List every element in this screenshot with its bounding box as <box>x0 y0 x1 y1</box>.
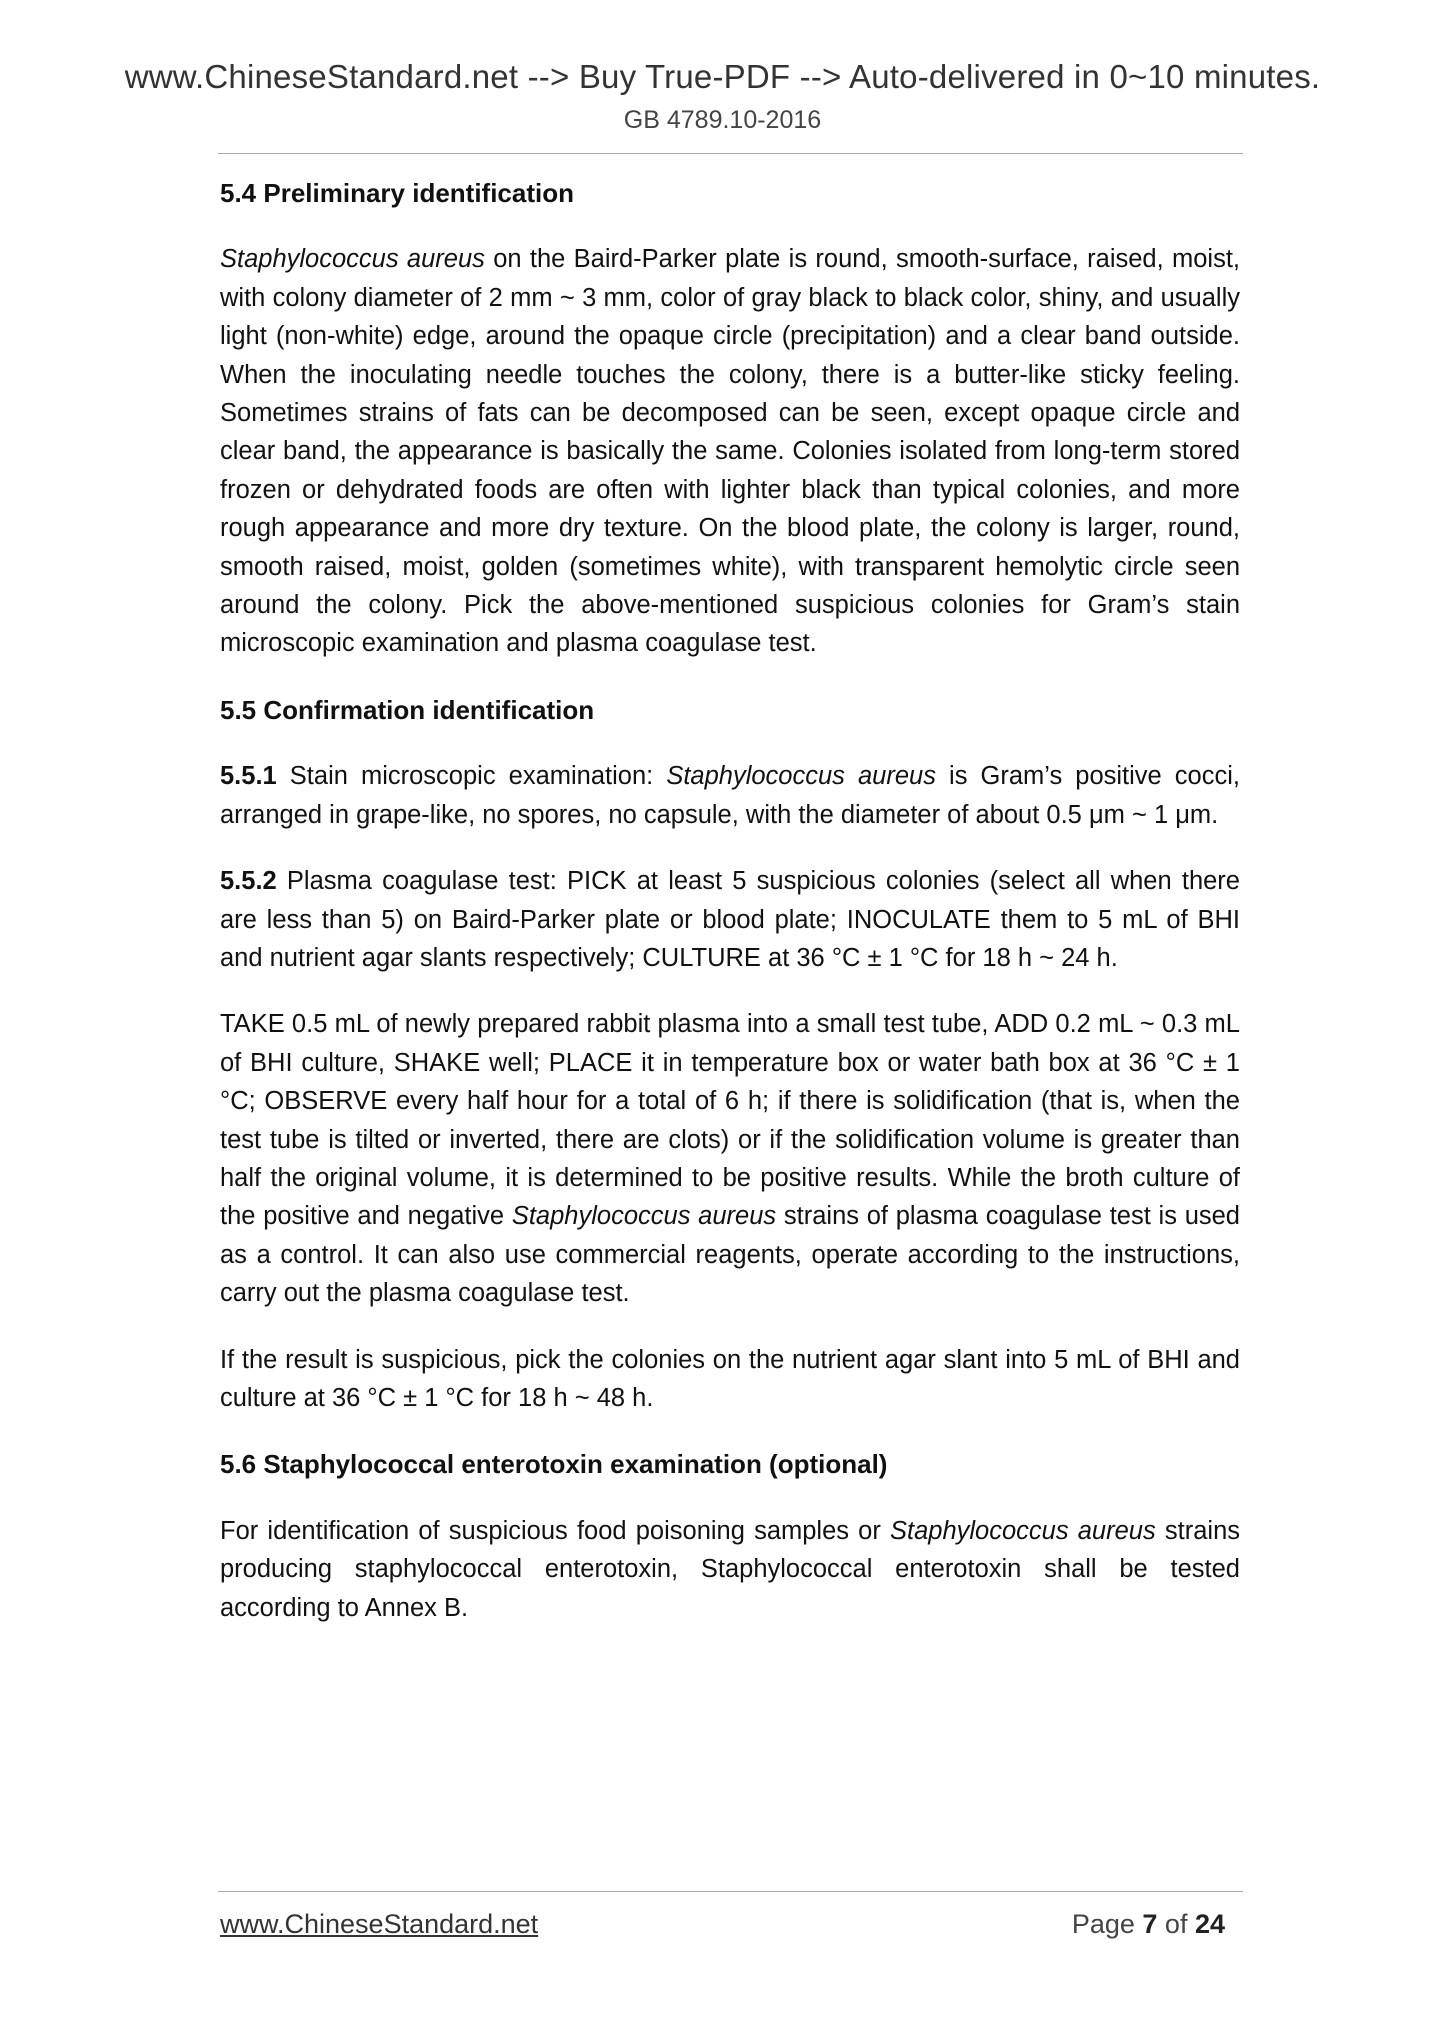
species-name: Staphylococcus aureus <box>666 762 936 791</box>
clause-number: 5.5.2 <box>220 867 277 896</box>
coagulase-procedure-paragraph <box>220 1005 1240 1312</box>
page-number <box>1072 1909 1225 1940</box>
species-name: Staphylococcus aureus <box>220 245 485 274</box>
paragraph-text: strains producing staphylococcal enterotoxin, Staphylococcal enterotoxin shall be tested according to Annex B. <box>220 1516 1240 1622</box>
page-total: 24 <box>1194 1909 1225 1939</box>
footer-divider <box>218 1891 1243 1892</box>
paragraph-text: Stain microscopic examination: <box>276 762 667 791</box>
page-label: Page <box>1071 1909 1143 1939</box>
clause-number: 5.5.1 <box>220 762 277 791</box>
paragraph-text: strains of plasma coagulase test is used as a control. It can also use commercial reagents, operate according to the instructions, carry out the plasma coagulase test. <box>220 1202 1240 1308</box>
section-5-6-paragraph <box>220 1512 1240 1627</box>
section-5-5-2-paragraph <box>220 862 1240 977</box>
standard-number: GB 4789.10-2016 <box>623 106 822 134</box>
species-name: Staphylococcus aureus <box>511 1202 777 1231</box>
page-content <box>220 174 1240 1655</box>
paragraph-text: on the Baird-Parker plate is round, smooth-surface, raised, moist, with colony diameter of 2 mm ~ 3 mm, color of gray black to black color, shiny, and usually light (non-white) edge, around the opaque circle (precipitation) and a clear band outside. When the inoculating needle touches the colony, there is a butter-like sticky feeling. Sometimes strains of fats can be decomposed can be seen, except opaque circle and clear band, the appearance is basically the same. Colonies isolated from long-term stored frozen or dehydrated foods are often with lighter black than typical colonies, and more rough appearance and more dry texture. On the blood plate, the colony is larger, round, smooth raised, moist, golden (sometimes white), with transparent hemolytic circle seen around the colony. Pick the above-mentioned suspicious colonies for Gram’s stain microscopic examination and plasma coagulase test. <box>220 245 1240 658</box>
paragraph-text: Plasma coagulase test: PICK at least 5 suspicious colonies (select all when there are less than 5) on Baird-Parker plate or blood plate; INOCULATE them to 5 mL of BHI and nutrient agar slants respectively; CULTURE at 36 °C ± 1 °C for 18 h ~ 24 h. <box>220 867 1240 972</box>
page-of: of <box>1157 1909 1195 1939</box>
suspicious-result-paragraph: If the result is suspicious, pick the colonies on the nutrient agar slant into 5 mL of BHI and culture at 36 °C ± 1 °C for 18 h ~ 48 h. <box>220 1345 1240 1412</box>
footer-site-link[interactable]: www.ChineseStandard.net <box>220 1909 539 1939</box>
section-5-4-paragraph <box>220 240 1240 662</box>
section-5-5-1-paragraph <box>220 757 1240 834</box>
species-name: Staphylococcus aureus <box>890 1516 1156 1545</box>
paragraph-text: is Gram’s positive cocci, arranged in grape-like, no spores, no capsule, with the diameter of about 0.5 μm ~ 1 μm. <box>220 762 1240 829</box>
paragraph-text: For identification of suspicious food poisoning samples or <box>220 1516 890 1545</box>
header-banner: www.ChineseStandard.net --> Buy True-PDF --> Auto-delivered in 0~10 minutes. <box>124 58 1321 95</box>
section-5-4-heading: 5.4 Preliminary identification <box>220 178 574 208</box>
header-divider <box>218 153 1243 154</box>
section-5-6-heading: 5.6 Staphylococcal enterotoxin examination (optional) <box>220 1449 888 1480</box>
page-current: 7 <box>1142 1909 1158 1939</box>
section-5-5-heading: 5.5 Confirmation identification <box>220 694 595 725</box>
paragraph-text: TAKE 0.5 mL of newly prepared rabbit plasma into a small test tube, ADD 0.2 mL ~ 0.3 mL of BHI culture, SHAKE well; PLACE it in temperature box or water bath box at 36 °C ± 1 °C; OBSERVE every half hour for a total of 6 h; if there is solidification (that is, when the test tube is tilted or inverted, there are clots) or if the solidification volume is greater than half the original volume, it is determined to be positive results. While the broth culture of the positive and negative <box>220 1010 1240 1231</box>
